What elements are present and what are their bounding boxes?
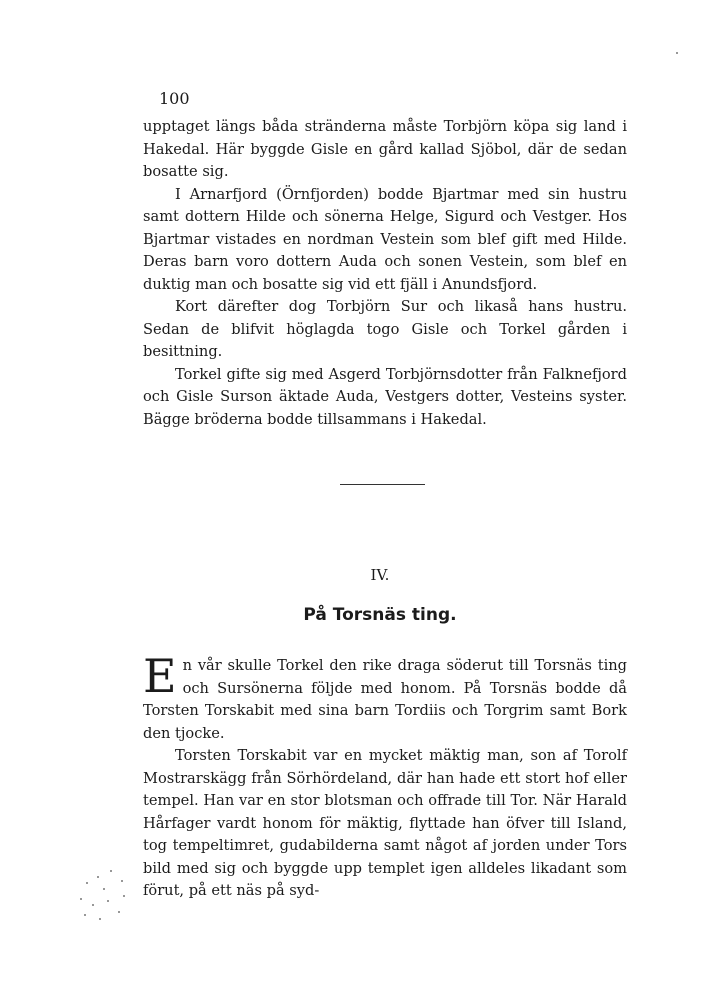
lower-text-block bbox=[143, 649, 627, 903]
drop-cap: E bbox=[143, 649, 177, 703]
paragraph: I Arnarfjord (Örnfjorden) bodde Bjartmar med sin hustru samt dottern Hilde och sönerna Helge, Sigurd och Vestger. Hos Bjartmar vistades en nordman Vestein som blef gift med Hilde. Deras barn voro dottern Auda och sonen Vestein, som blef en duktig man och bosatte sig vid ett fjäll i Anundsfjord. bbox=[143, 185, 627, 293]
paragraph: upptaget längs båda stränderna måste Torbjörn köpa sig land i Hakedal. Här byggde Gisle en gård kallad Sjöbol, där de sedan bosatte sig. bbox=[143, 118, 627, 180]
page-number: 100 bbox=[159, 89, 190, 108]
paragraph bbox=[143, 649, 627, 745]
paragraph: Kort därefter dog Torbjörn Sur och likaså hans hustru. Sedan de blifvit höglagda togo Gisle och Torkel gården i besittning. bbox=[143, 298, 627, 360]
chapter-number: IV. bbox=[370, 566, 390, 584]
chapter-title: På Torsnäs ting. bbox=[303, 605, 457, 625]
paragraph: Torkel gifte sig med Asgerd Torbjörnsdotter från Falknefjord och Gisle Surson äktade Auda, Vestgers dotter, Vesteins syster. Bägge bröderna bodde tillsammans i Hakedal. bbox=[143, 365, 627, 428]
section-divider bbox=[340, 484, 425, 485]
paragraph: Torsten Torskabit var en mycket mäktig man, son af Torolf Mostrarskägg från Sörhördeland, där han hade ett stort hof eller tempel. Han var en stor blotsman och offrade till Tor. När Harald Hårfager vardt honom för mäktig, flyttade han öfver till Island, tog tempeltimret, gudabilderna samt något af jorden under Tors bild med sig och byggde upp templet igen alldeles likadant som förut, på ett näs på syd- bbox=[143, 747, 627, 899]
paragraph-text: n vår skulle Torkel den rike draga söderut till Torsnäs ting och Sursönerna följde med honom. På Torsnäs bodde då Torsten Torskabit med sina barn Tordiis och Torgrim samt Bork den tjocke. bbox=[143, 657, 627, 742]
upper-text-block bbox=[143, 116, 627, 431]
